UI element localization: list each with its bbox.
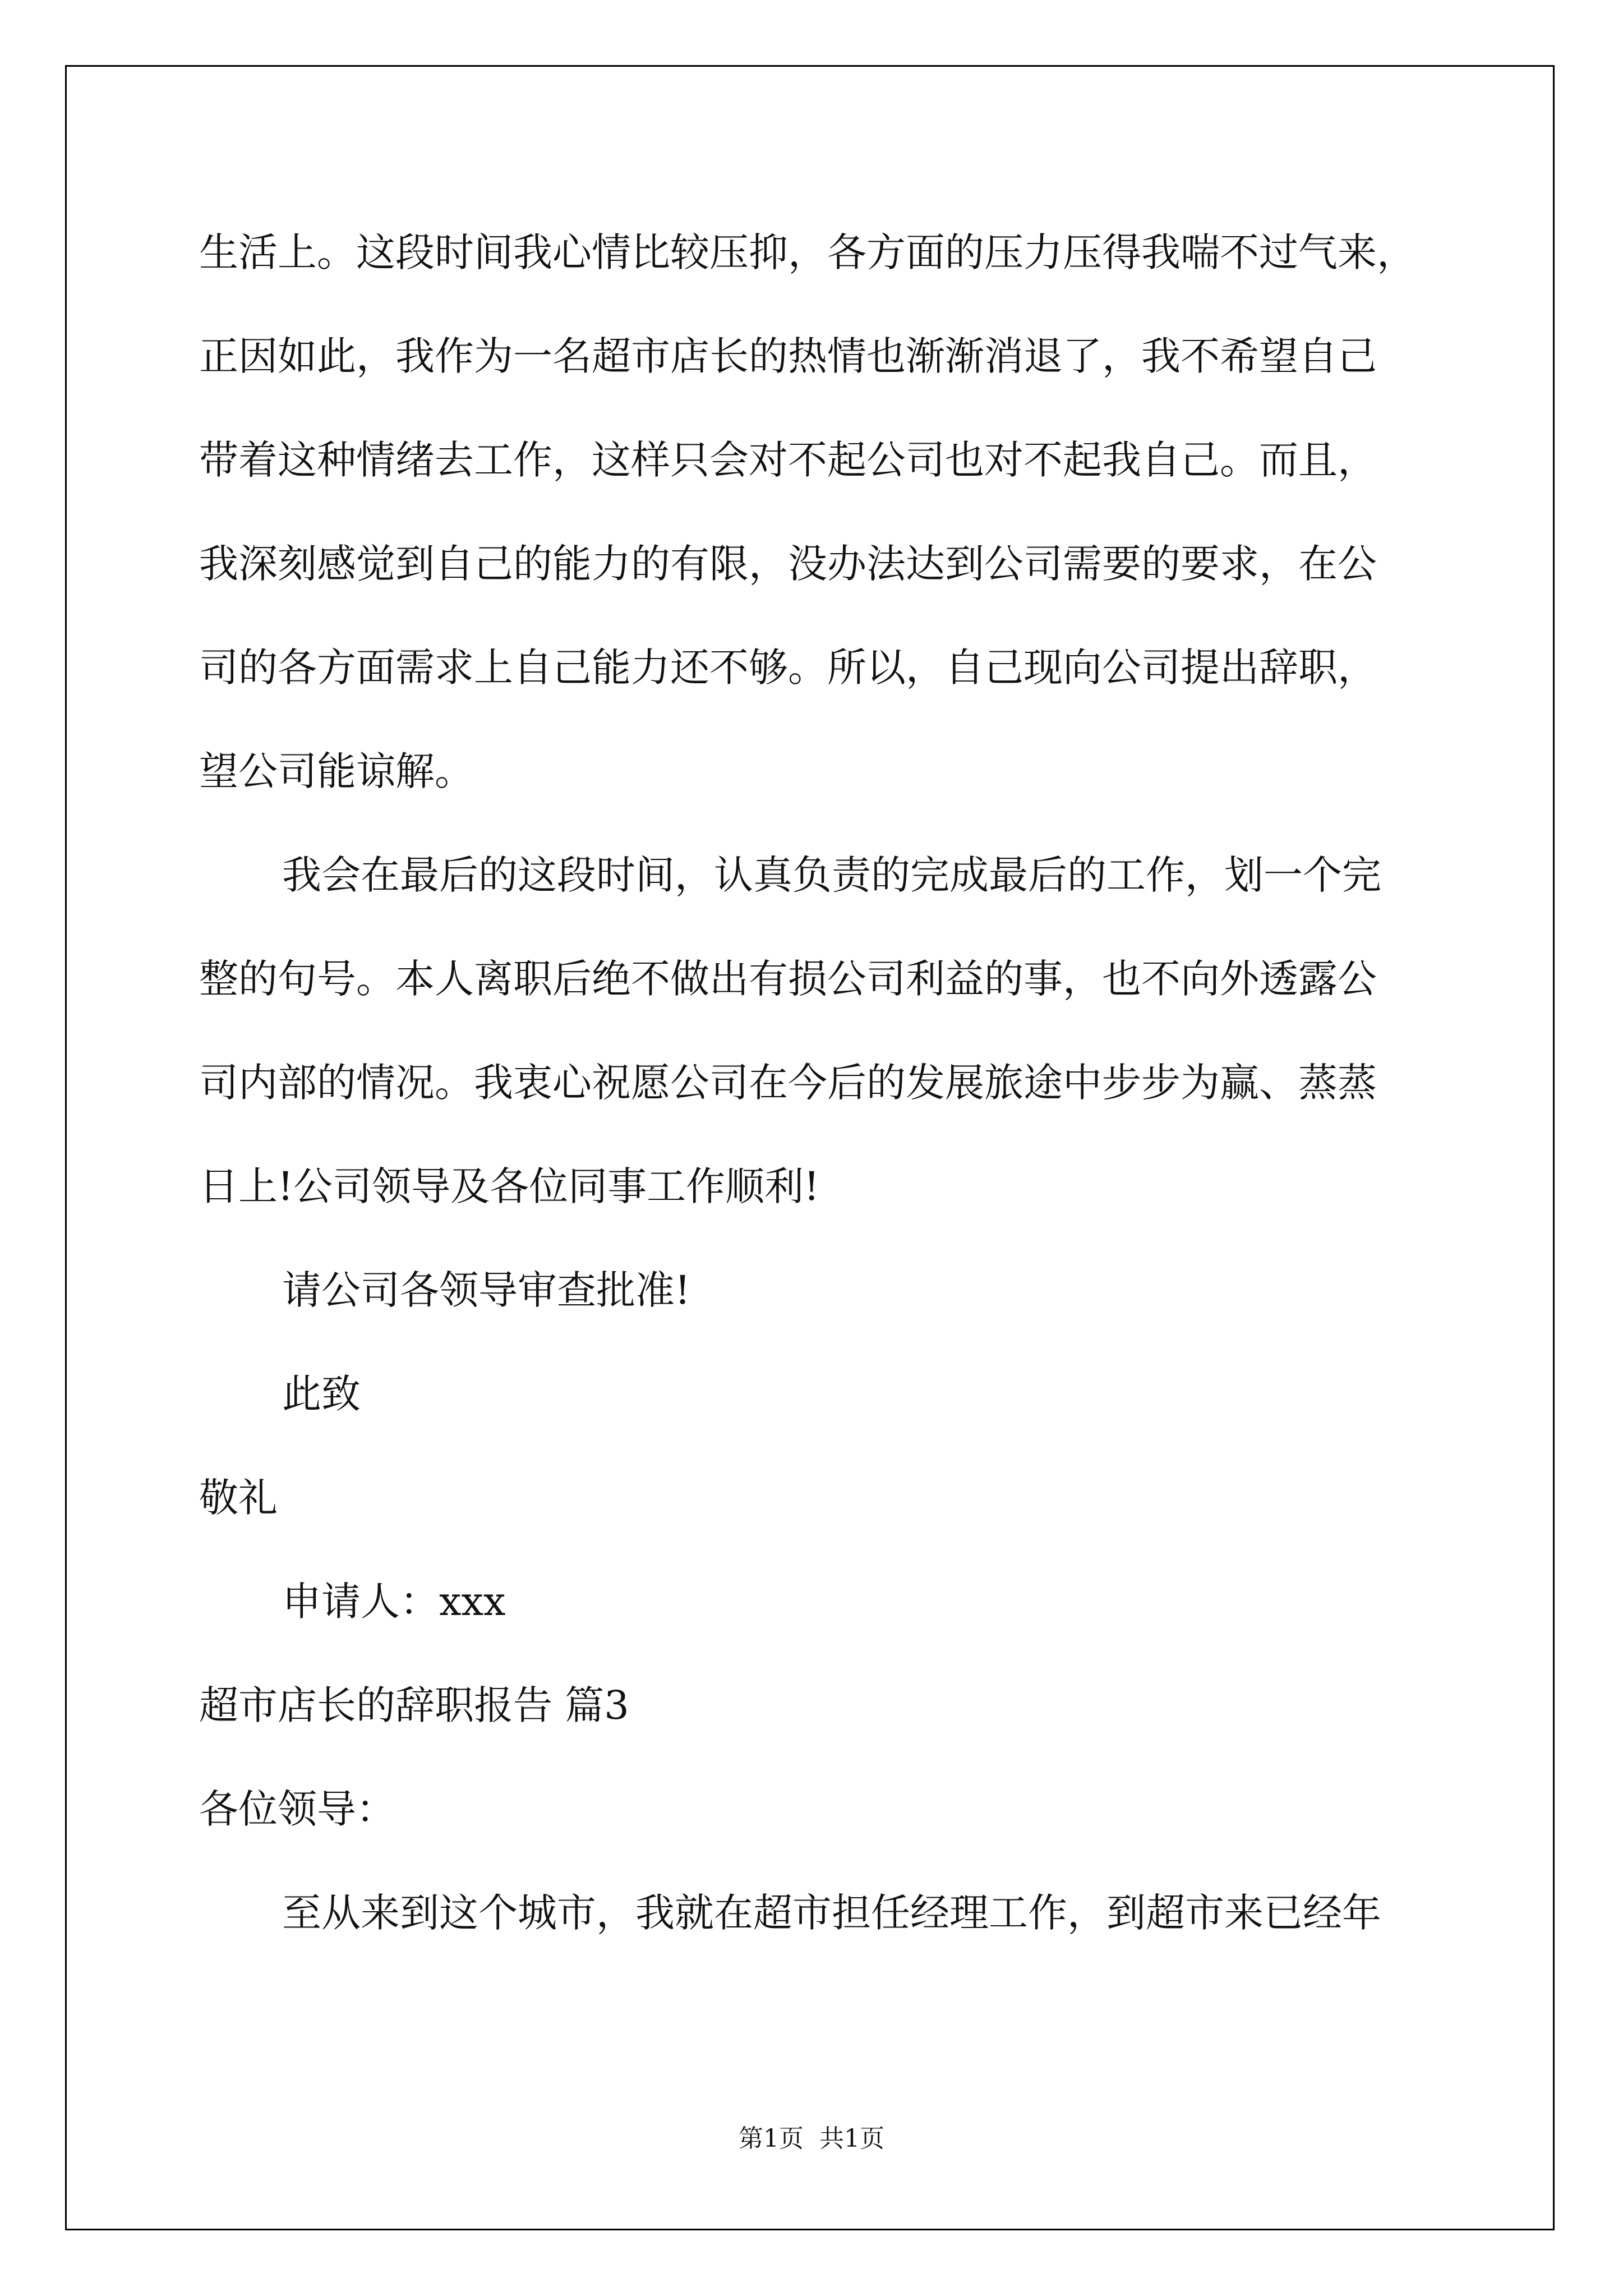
page-footer: 第1页 共1页 [739, 2124, 884, 2153]
greeting-line: 各位领导： [199, 1786, 395, 1832]
text-line: 司内部的情况。我衷心祝愿公司在今后的发展旅途中步步为赢、蒸蒸 [199, 1060, 1377, 1106]
text-line: 至从来到这个城市，我就在超市担任经理工作，到超市来已经年 [282, 1890, 1381, 1936]
closing-salutation: 此致 [282, 1371, 361, 1417]
text-line: 望公司能谅解。 [199, 748, 474, 794]
text-line: 正因如此，我作为一名超市店长的热情也渐渐消退了，我不希望自己 [199, 333, 1377, 379]
text-line: 整的句号。本人离职后绝不做出有损公司利益的事，也不向外透露公 [199, 956, 1377, 1002]
text-line: 生活上。这段时间我心情比较压抑，各方面的压力压得我喘不过气来， [199, 229, 1416, 275]
signature-line: 申请人：xxx [282, 1579, 506, 1625]
text-line: 司的各方面需求上自己能力还不够。所以，自己现向公司提出辞职， [199, 645, 1377, 691]
section-heading: 超市店长的辞职报告 篇3 [199, 1682, 629, 1728]
text-line: 请公司各领导审查批准! [282, 1267, 691, 1313]
closing-respect: 敬礼 [199, 1475, 278, 1521]
text-line: 日上!公司领导及各位同事工作顺利! [199, 1163, 820, 1209]
text-line: 我深刻感觉到自己的能力的有限，没办法达到公司需要的要求，在公 [199, 541, 1377, 587]
document-body [199, 222, 1430, 1986]
text-line: 带着这种情绪去工作，这样只会对不起公司也对不起我自己。而且， [199, 437, 1377, 483]
text-line: 我会在最后的这段时间，认真负责的完成最后的工作，划一个完 [282, 852, 1381, 898]
